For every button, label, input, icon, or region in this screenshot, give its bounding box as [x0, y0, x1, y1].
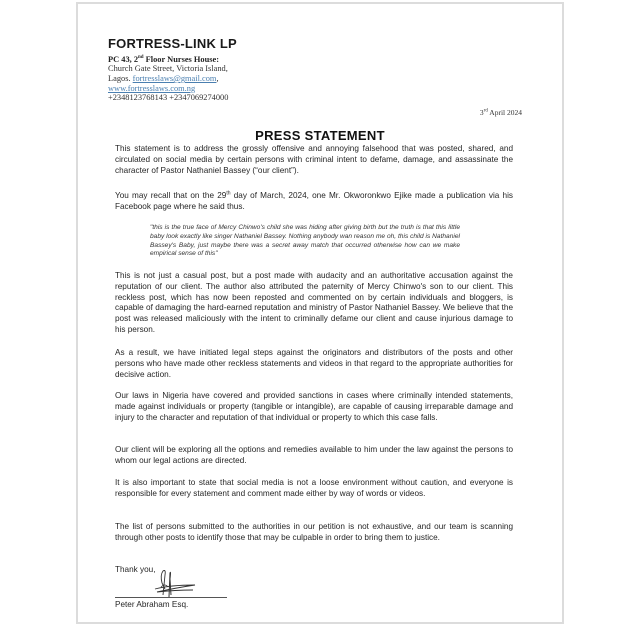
signer-name: Peter Abraham Esq. [115, 600, 189, 609]
address-line-3: Lagos. fortresslaws@gmail.com, [108, 73, 219, 83]
paragraph-recall: You may recall that on the 29th day of March, 2024, one Mr. Okworonkwo Ejike made a publication via his Facebook page where he said thus. [115, 190, 513, 211]
paragraph-intro: This statement is to address the grossly offensive and annoying falsehood that was posted, shared, and circulated on social media by certain persons with criminal intent to defame, damage, and assassinate the character of Pastor Nathaniel Bassey (“our client”). [115, 144, 513, 175]
paragraph-legal-steps: As a result, we have initiated legal steps against the originators and distributors of the posts and other persons who have made other reckless statements and videos in that regard to the appropriate authorities for decisive action. [115, 348, 513, 379]
signature-line [115, 597, 227, 598]
email-link[interactable]: fortresslaws@gmail.com [132, 73, 217, 83]
letterhead [108, 36, 237, 103]
website-line [108, 84, 237, 94]
paragraph-social-media: It is also important to state that social media is not a loose environment without caution, and everyone is responsible for every statement and comment made either by way of words or videos. [115, 478, 513, 498]
paragraph-accusation: This is not just a casual post, but a post made with audacity and an authoritative accusation against the reputation of our client. The author also attributed the paternity of Mercy Chinwo's son to our client. This reckless post, which has now been reposted and commented on by certain individuals and bloggers, is capable of damaging the hard-earned reputation and ministry of Pastor Nathaniel Bassey. We believe that the post was released maliciously with the intent to criminally defame our client and cause injurious damage to his person. [115, 271, 513, 334]
paragraph-remedies: Our client will be exploring all the options and remedies available to him under the law against the persons to whom our legal actions are directed. [115, 445, 513, 465]
paragraph-petition: The list of persons submitted to the authorities in our petition is not exhaustive, and our team is scanning through other posts to identify those that may be culpable in order to bring them to justice. [115, 522, 513, 542]
document-page [76, 2, 564, 624]
paragraph-nigerian-laws: Our laws in Nigeria have covered and provided sanctions in cases where criminally intended statements, made against individuals or property (tangible or intangible), are capable of causing irreparable damage and injury to the character and reputation of that individual or property to which this case falls. [115, 391, 513, 422]
website-link[interactable]: www.fortresslaws.com.ng [108, 83, 196, 93]
phone-numbers: +2348123768143 +2347069274000 [108, 93, 229, 103]
address-line-1: PC 43, 2nd Floor Nurses House: [108, 54, 220, 64]
quoted-post: "this is the true face of Mercy Chinwo's child she was hiding after giving birth but the truth is that this little baby look exactly like singer Nathaniel Bassey. Nothing anybody wan reason me oh, this child is Nathaniel Bassey's Baby, just maybe there was a secret away match that occurred otherwise how can we make empirical sense of this" [150, 224, 460, 258]
signature-block [115, 565, 255, 615]
firm-name: FORTRESS-LINK LP [108, 36, 237, 51]
page-title: PRESS STATEMENT [255, 128, 385, 143]
closing-thanks: Thank you, [115, 565, 156, 574]
statement-date: 3rd April 2024 [479, 108, 522, 117]
address-city: Lagos. [108, 73, 133, 83]
address-line-2: Church Gate Street, Victoria Island, [108, 64, 228, 74]
